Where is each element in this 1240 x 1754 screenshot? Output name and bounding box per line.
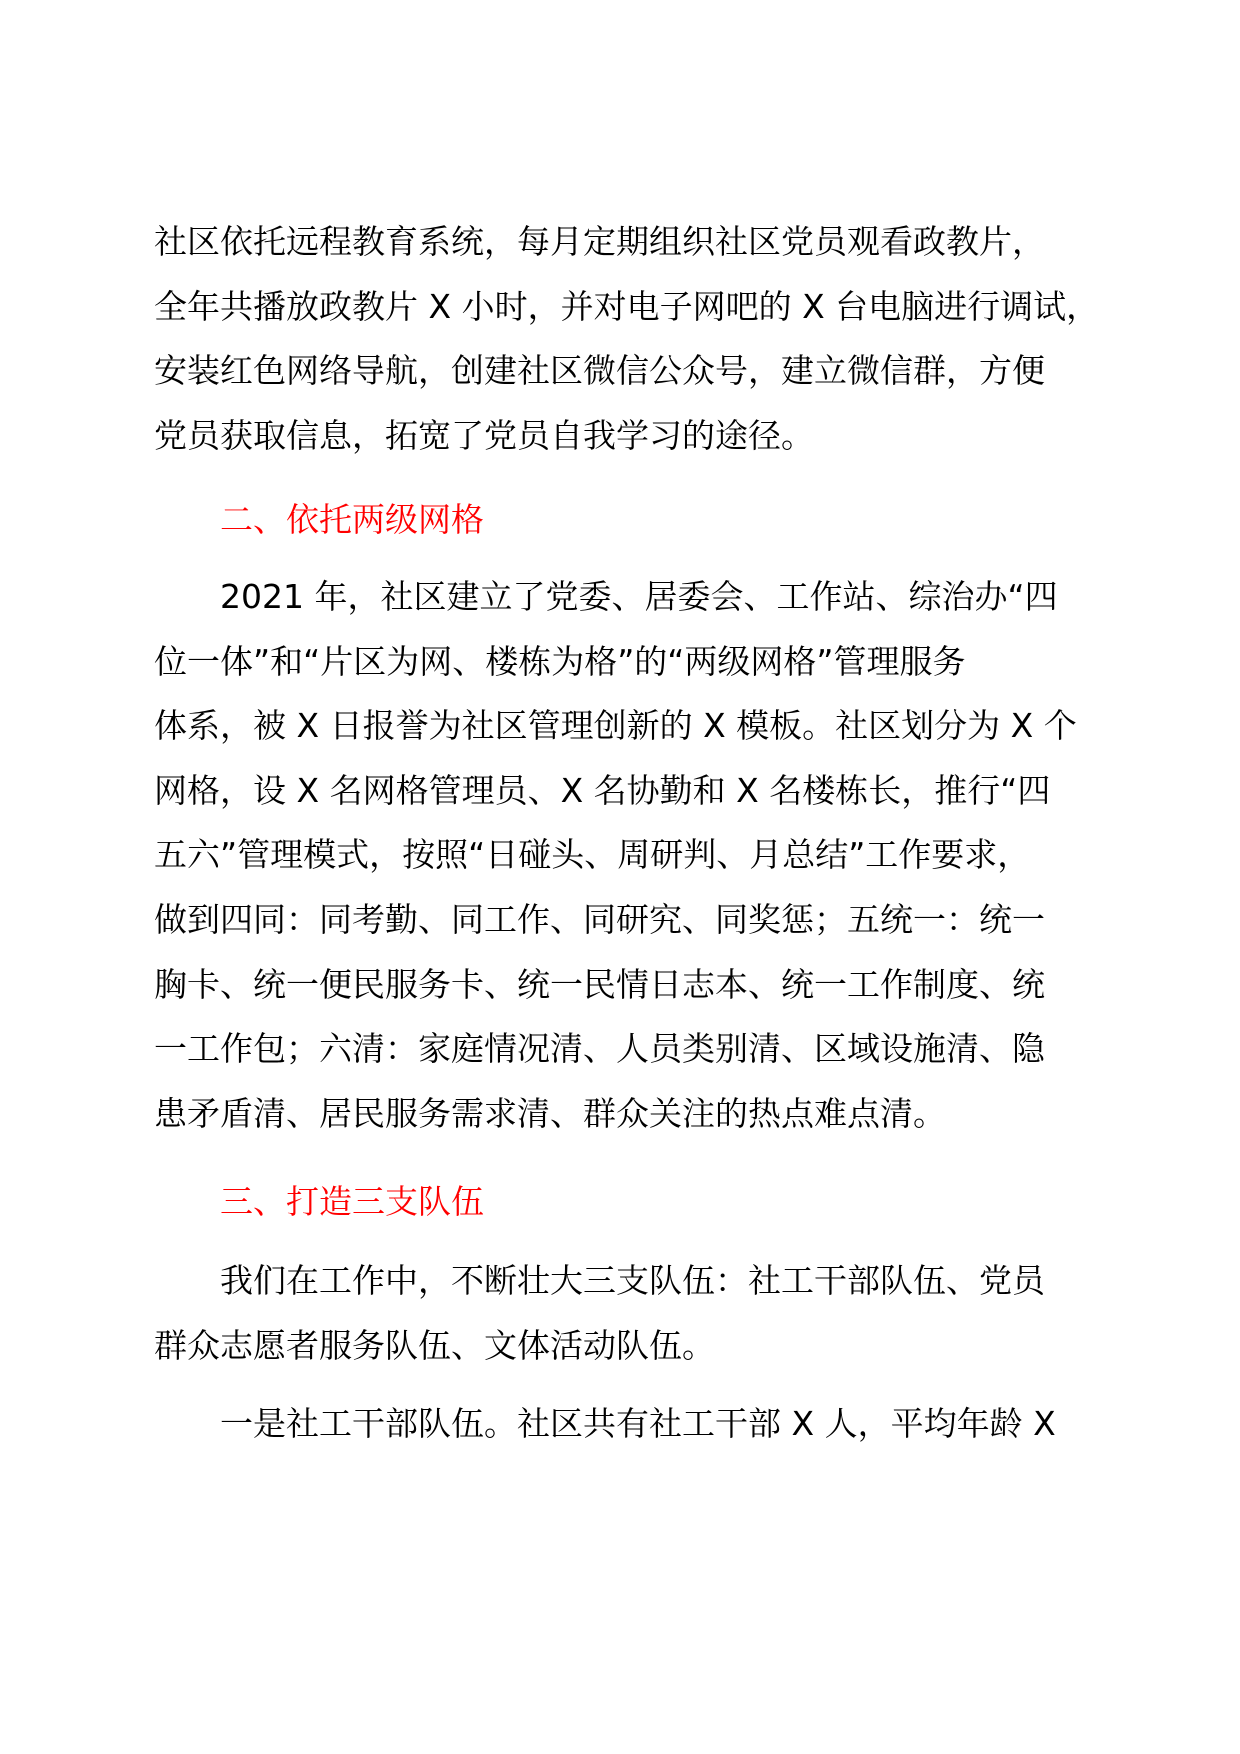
section-heading-two-level-grid: 二、依托两级网格 (220, 500, 484, 540)
document-body (154, 210, 1114, 1457)
text-line: 位一体”和“片区为网、楼栋为格”的“两级网格”管理服务 (154, 641, 966, 681)
text-line: 安装红色网络导航，创建社区微信公众号，建立微信群，方便 (154, 351, 1045, 391)
section-heading-three-teams: 三、打造三支队伍 (220, 1182, 484, 1222)
text-line: 五六”管理模式，按照“日碰头、周研判、月总结”工作要求， (154, 835, 1031, 875)
paragraph-grid-system (154, 565, 1114, 1146)
text-line: 胸卡、统一便民服务卡、统一民情日志本、统一工作制度、统 (154, 964, 1045, 1004)
text-line: 患矛盾清、居民服务需求清、群众关注的热点难点清。 (154, 1093, 946, 1133)
text-line: 我们在工作中，不断壮大三支队伍：社工干部队伍、党员 (220, 1260, 1045, 1300)
text-line: 一是社工干部队伍。社区共有社工干部 X 人，平均年龄 X (220, 1404, 1056, 1444)
text-line: 2021 年，社区建立了党委、居委会、工作站、综治办“四 (220, 576, 1058, 616)
text-line: 一工作包；六清：家庭情况清、人员类别清、区域设施清、隐 (154, 1029, 1045, 1069)
text-line: 党员获取信息，拓宽了党员自我学习的途径。 (154, 415, 814, 455)
text-line: 做到四同：同考勤、同工作、同研究、同奖惩；五统一：统一 (154, 899, 1045, 939)
text-line: 全年共播放政教片 X 小时，并对电子网吧的 X 台电脑进行调试， (154, 286, 1100, 326)
text-line: 群众志愿者服务队伍、文体活动队伍。 (154, 1325, 715, 1365)
paragraph-remote-education (154, 210, 1114, 468)
paragraph-social-workers (154, 1392, 1114, 1457)
text-line: 社区依托远程教育系统，每月定期组织社区党员观看政教片， (154, 222, 1045, 261)
text-line: 网格，设 X 名网格管理员、X 名协勤和 X 名楼栋长，推行“四 (154, 770, 1051, 810)
text-line: 体系，被 X 日报誉为社区管理创新的 X 模板。社区划分为 X 个 (154, 706, 1077, 746)
paragraph-three-teams (154, 1249, 1114, 1378)
